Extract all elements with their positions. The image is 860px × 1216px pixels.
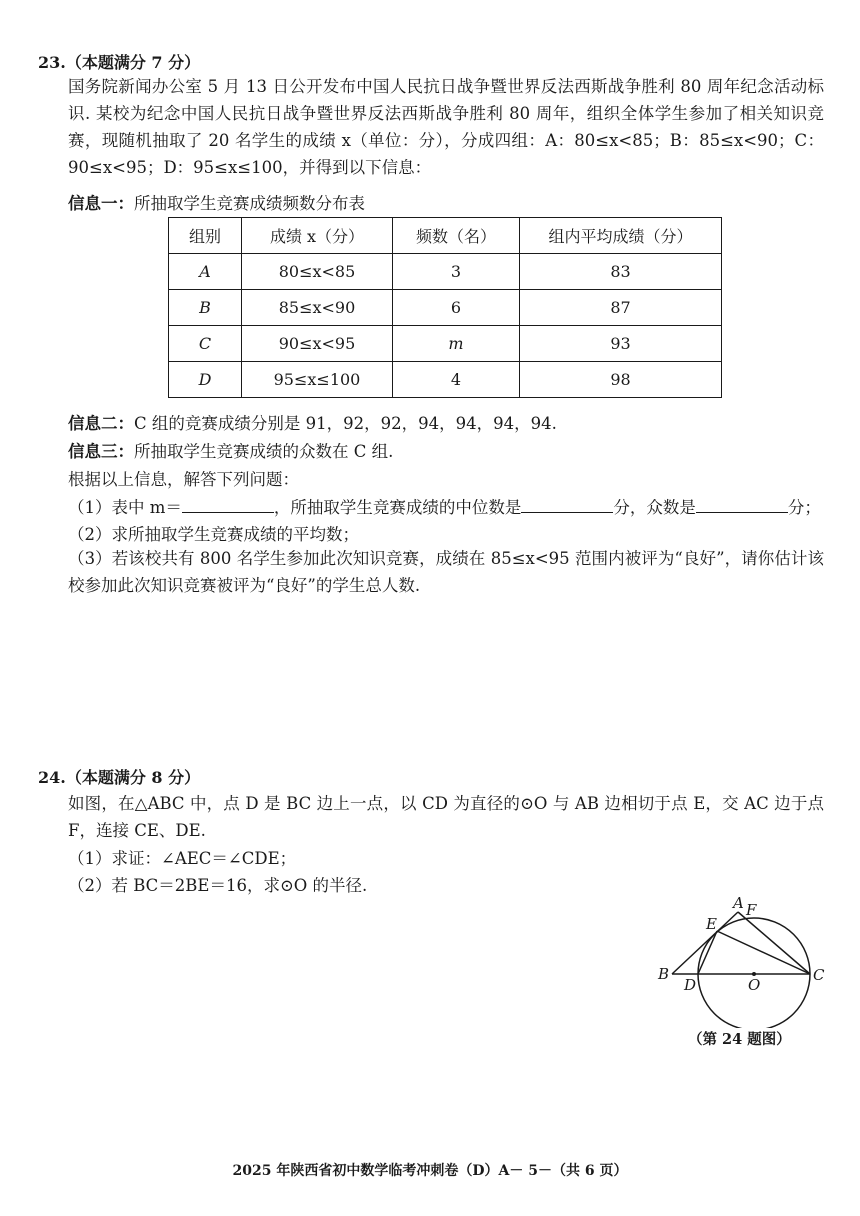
frequency-table [168,217,722,398]
q24-intro: 如图，在△ABC 中，点 D 是 BC 边上一点，以 CD 为直径的⊙O 与 AB 边相切于点 E，交 AC 边于点 F，连接 CE、DE. [68,794,824,840]
part1-text-d: 分； [787,498,821,517]
label-d: D [684,976,697,994]
table-row [169,362,722,398]
q24-title: 24.（本题满分 8 分） [38,768,201,787]
table-cell: 4 [393,362,520,398]
table-row [169,254,722,290]
info3-text: 所抽取学生竞赛成绩的众数在 C 组. [134,442,394,461]
answer-blank-mode[interactable] [696,496,788,513]
q23-title: 23.（本题满分 7 分） [38,53,201,72]
info1-label: 信息一： [68,194,134,213]
info2-text: C 组的竞赛成绩分别是 91，92，92，94，94，94，94. [134,414,557,433]
table-header: 组别 [169,218,242,254]
answer-blank-m[interactable] [182,496,274,513]
segment-de [698,931,717,974]
table-cell: B [169,290,242,326]
table-cell: 83 [520,254,722,290]
segment-ba [672,912,738,974]
part1-text-c: 分，众数是 [613,498,696,517]
q24-part2: （2）若 BC＝2BE＝16，求⊙O 的半径. [68,876,368,895]
table-header: 成绩 x（分） [242,218,393,254]
label-e: E [706,915,717,933]
table-cell: 85≤x<90 [242,290,393,326]
q23-info1 [68,190,365,214]
info1-text: 所抽取学生竞赛成绩频数分布表 [134,194,365,213]
table-row [169,290,722,326]
label-c: C [813,966,825,984]
part1-text-b: ，所抽取学生竞赛成绩的中位数是 [273,498,522,517]
figure-caption: （第 24 题图） [688,1031,791,1048]
q24-part1: （1）求证：∠AEC＝∠CDE； [68,849,297,868]
part1-text-a: （1）表中 m＝ [68,498,182,517]
table-cell: 6 [393,290,520,326]
table-cell: m [393,326,520,362]
q23-info2 [68,410,557,434]
table-cell: 90≤x<95 [242,326,393,362]
answer-blank-median[interactable] [521,496,613,513]
q23-part2: （2）求所抽取学生竞赛成绩的平均数； [68,525,359,544]
table-cell: D [169,362,242,398]
page-footer: 2025 年陕西省初中数学临考冲刺卷（D）A－ 5－（共 6 页） [232,1163,628,1179]
table-cell: 87 [520,290,722,326]
label-o: O [748,976,761,994]
label-f: F [746,901,757,919]
table-header: 频数（名） [393,218,520,254]
table-cell: C [169,326,242,362]
label-b: B [658,965,670,983]
q23-prompt: 根据以上信息，解答下列问题： [68,470,299,489]
info3-label: 信息三： [68,442,134,461]
table-cell: 80≤x<85 [242,254,393,290]
q23-part3: （3）若该校共有 800 名学生参加此次知识竞赛，成绩在 85≤x<95 范围内被评为“良好”，请你估计该校参加此次知识竞赛被评为“良好”的学生总人数. [68,549,824,595]
table-header-row [169,218,722,254]
table-cell: 3 [393,254,520,290]
geometry-figure [650,892,830,1028]
q23-part1 [68,494,821,518]
label-a: A [733,894,744,912]
q23-intro: 国务院新闻办公室 5 月 13 日公开发布中国人民抗日战争暨世界反法西斯战争胜利 80 周年纪念活动标识. 某校为纪念中国人民抗日战争暨世界反法西斯战争胜利 80 周年，组织全体学生参加了相关知识竞赛，现随机抽取了 20 名学生的成绩 x（单位：分），分成四组：A：80≤x<85；B：85≤x<90；C：90≤x<95；D：95≤x≤100，并得到以下信息： [68,77,824,177]
table-cell: 98 [520,362,722,398]
info2-label: 信息二： [68,414,134,433]
q23-info3 [68,438,393,462]
table-row [169,326,722,362]
table-cell: 95≤x≤100 [242,362,393,398]
table-header: 组内平均成绩（分） [520,218,722,254]
table-cell: A [169,254,242,290]
table-cell: 93 [520,326,722,362]
